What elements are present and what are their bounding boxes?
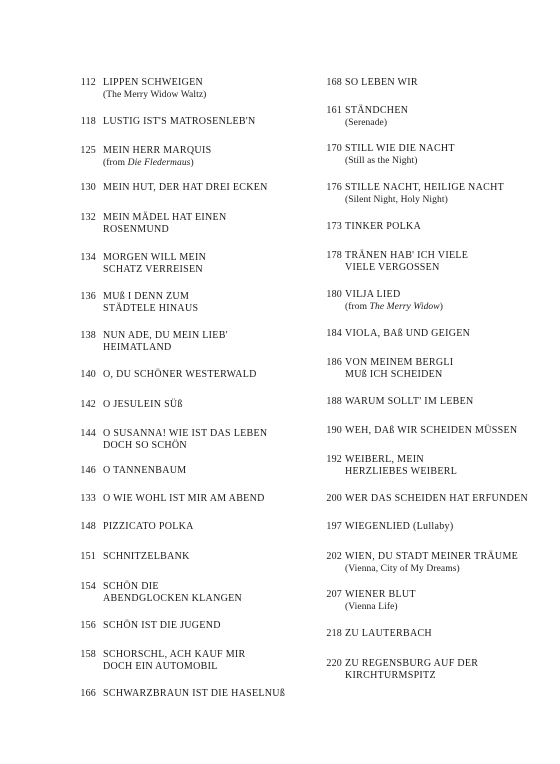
song-title-line: MORGEN WILL MEIN — [103, 252, 207, 263]
song-title-line: LUSTIG IST'S MATROSENLEB'N — [103, 116, 256, 127]
song-title-line: PIZZICATO POLKA — [103, 521, 194, 532]
song-title-line: SCHNITZELBANK — [103, 551, 190, 562]
song-title — [345, 396, 474, 408]
page-number: 138 — [80, 330, 96, 341]
song-title-line: STÄNDCHEN — [345, 105, 409, 116]
page-number: 197 — [326, 521, 342, 532]
song-title-line: MUß ICH SCHEIDEN — [345, 369, 443, 380]
song-title-line: LIPPEN SCHWEIGEN — [103, 77, 204, 88]
song-title — [345, 357, 453, 381]
song-title — [345, 551, 518, 575]
page-number: 188 — [326, 396, 342, 407]
song-title — [103, 551, 190, 563]
song-title-line: MUß I DENN ZUM — [103, 291, 190, 302]
song-title-line: ABENDGLOCKEN KLANGEN — [103, 593, 243, 604]
song-title — [103, 212, 227, 236]
song-title — [103, 369, 257, 381]
song-title — [103, 620, 221, 632]
song-title-line: TRÄNEN HAB' ICH VIELE — [345, 250, 469, 261]
song-subtitle-prefix: (from — [345, 302, 370, 312]
page-number: 146 — [80, 465, 96, 476]
song-title — [103, 182, 268, 194]
song-title-line: STÄDTELE HINAUS — [103, 303, 199, 314]
page-number: 178 — [326, 250, 342, 261]
page-number: 154 — [80, 581, 96, 592]
page-number: 184 — [326, 328, 342, 339]
song-subtitle — [103, 157, 211, 169]
page-number: 173 — [326, 221, 342, 232]
song-title-line: SCHORSCHL, ACH KAUF MIR — [103, 649, 246, 660]
page-number: 140 — [80, 369, 96, 380]
page-number: 132 — [80, 212, 96, 223]
song-title — [345, 328, 470, 340]
song-title — [103, 252, 206, 276]
song-title-line: MEIN HUT, DER HAT DREI ECKEN — [103, 182, 268, 193]
song-title-line: SCHATZ VERREISEN — [103, 264, 203, 275]
song-title — [345, 182, 504, 206]
song-title — [345, 521, 453, 533]
page-number: 151 — [80, 551, 96, 562]
page-number: 190 — [326, 425, 342, 436]
song-subtitle: (Serenade) — [345, 118, 388, 128]
song-title — [103, 465, 186, 477]
song-title — [103, 688, 285, 700]
song-subtitle: (The Merry Widow Waltz) — [103, 90, 207, 100]
page-number: 148 — [80, 521, 96, 532]
song-subtitle: (Vienna, City of My Dreams) — [345, 564, 460, 574]
page-number: 218 — [326, 628, 342, 639]
page-number: 168 — [326, 77, 342, 88]
song-title-line: HEIMATLAND — [103, 342, 172, 353]
song-title — [345, 143, 455, 167]
page-number: 180 — [326, 289, 342, 300]
page-number: 161 — [326, 105, 342, 116]
song-title-line: O WIE WOHL IST MIR AM ABEND — [103, 493, 265, 504]
page-number: 170 — [326, 143, 342, 154]
song-subtitle — [345, 301, 443, 313]
song-title-line: KIRCHTURMSPITZ — [345, 670, 436, 681]
song-title-line: O SUSANNA! WIE IST DAS LEBEN — [103, 428, 268, 439]
song-title-line: WIEN, DU STADT MEINER TRÄUME — [345, 551, 519, 562]
song-title — [345, 628, 432, 640]
song-title-line: SCHWARZBRAUN IST DIE HASELNUß — [103, 688, 286, 699]
song-subtitle: (Silent Night, Holy Night) — [345, 195, 448, 205]
song-title-line: TINKER POLKA — [345, 221, 422, 232]
song-title — [345, 454, 457, 478]
song-title-line: WIEGENLIED (Lullaby) — [345, 521, 454, 532]
song-title — [345, 289, 443, 313]
song-title-line: DOCH EIN AUTOMOBIL — [103, 661, 218, 672]
page-number: 207 — [326, 589, 342, 600]
song-title — [345, 658, 478, 682]
song-title — [103, 493, 265, 505]
song-title-line: DOCH SO SCHÖN — [103, 440, 187, 451]
song-subtitle-source: Die Fledermaus — [127, 158, 191, 168]
song-title-line: STILLE NACHT, HEILIGE NACHT — [345, 182, 504, 193]
page-number: 125 — [80, 145, 96, 156]
page-number: 176 — [326, 182, 342, 193]
song-title-line: MEIN HERR MARQUIS — [103, 145, 212, 156]
page-number: 133 — [80, 493, 96, 504]
page-number: 202 — [326, 551, 342, 562]
song-title-line: VILJA LIED — [345, 289, 401, 300]
song-title-line: VON MEINEM BERGLI — [345, 357, 454, 368]
song-title-line: WIENER BLUT — [345, 589, 416, 600]
song-title-line: SO LEBEN WIR — [345, 77, 418, 88]
song-title — [345, 589, 416, 613]
song-title-line: SCHÖN IST DIE JUGEND — [103, 620, 221, 631]
page-number: 186 — [326, 357, 342, 368]
song-title — [345, 250, 468, 274]
song-title — [345, 493, 528, 505]
song-title-line: NUN ADE, DU MEIN LIEB' — [103, 330, 228, 341]
song-title-line: MEIN MÄDEL HAT EINEN — [103, 212, 227, 223]
song-title-line: O JESULEIN SÜß — [103, 399, 183, 410]
song-title — [103, 77, 206, 101]
song-title — [345, 425, 517, 437]
song-title-line: WARUM SOLLT' IM LEBEN — [345, 396, 474, 407]
page-number: 112 — [80, 77, 96, 88]
song-subtitle-prefix: (from — [103, 158, 128, 168]
song-subtitle-suffix: ) — [439, 302, 443, 312]
page-number: 200 — [326, 493, 342, 504]
page-number: 158 — [80, 649, 96, 660]
page-number: 166 — [80, 688, 96, 699]
song-title — [345, 77, 418, 89]
page-number: 142 — [80, 399, 96, 410]
song-title-line: SCHÖN DIE — [103, 581, 159, 592]
song-title-line: WER DAS SCHEIDEN HAT ERFUNDEN — [345, 493, 528, 504]
song-subtitle-source: The Merry Widow — [369, 302, 440, 312]
page-number: 220 — [326, 658, 342, 669]
song-title-line: WEH, DAß WIR SCHEIDEN MÜSSEN — [345, 425, 518, 436]
song-title-line: VIOLA, BAß UND GEIGEN — [345, 328, 471, 339]
song-title-line: WEIBERL, MEIN — [345, 454, 424, 465]
song-title-line: ZU LAUTERBACH — [345, 628, 432, 639]
song-title — [345, 221, 421, 233]
page-number: 134 — [80, 252, 96, 263]
song-title-line: STILL WIE DIE NACHT — [345, 143, 455, 154]
song-title — [103, 428, 267, 452]
song-subtitle-suffix: ) — [190, 158, 194, 168]
song-subtitle: (Vienna Life) — [345, 602, 398, 612]
song-title — [103, 521, 194, 533]
song-title-line: O, DU SCHÖNER WESTERWALD — [103, 369, 257, 380]
song-title — [103, 145, 211, 169]
song-title — [103, 581, 242, 605]
song-title — [103, 330, 228, 354]
song-title — [103, 291, 198, 315]
song-title-line: VIELE VERGOSSEN — [345, 262, 440, 273]
song-title-line: ZU REGENSBURG AUF DER — [345, 658, 479, 669]
song-title-line: O TANNENBAUM — [103, 465, 187, 476]
song-title — [345, 105, 408, 129]
song-title-line: HERZLIEBES WEIBERL — [345, 466, 458, 477]
page-number: 118 — [80, 116, 96, 127]
page-number: 192 — [326, 454, 342, 465]
song-title — [103, 649, 246, 673]
song-title — [103, 399, 183, 411]
page-number: 130 — [80, 182, 96, 193]
page-number: 156 — [80, 620, 96, 631]
song-title-line: ROSENMUND — [103, 224, 170, 235]
page-number: 136 — [80, 291, 96, 302]
page-number: 144 — [80, 428, 96, 439]
song-title — [103, 116, 256, 128]
song-subtitle: (Still as the Night) — [345, 156, 418, 166]
